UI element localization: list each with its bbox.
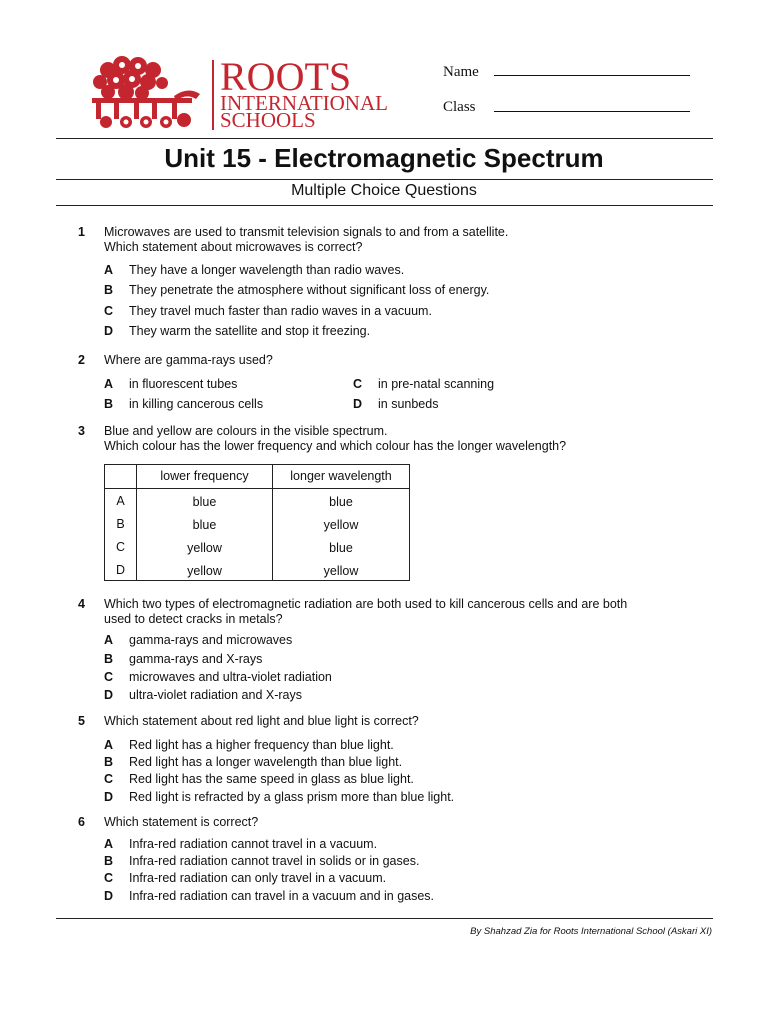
roots-logo-icon — [86, 56, 212, 132]
option-text: ultra-violet radiation and X-rays — [129, 688, 302, 702]
option-letter: B — [104, 397, 114, 411]
option-text: They penetrate the atmosphere without significant loss of energy. — [129, 283, 490, 297]
question-number: 4 — [78, 597, 85, 611]
question-text: Microwaves are used to transmit television signals to and from a satellite. Which statement about microwaves is correct? — [104, 225, 509, 254]
table-cell: yellow — [323, 564, 359, 578]
option-letter: A — [104, 837, 114, 851]
brand-subtitle-2: SCHOOLS — [220, 108, 316, 132]
option-letter: A — [104, 738, 114, 752]
option-letter: D — [104, 790, 114, 804]
table-cell: yellow — [323, 518, 359, 532]
option-text: They warm the satellite and stop it freezing. — [129, 324, 371, 338]
option-text: gamma-rays and microwaves — [129, 633, 293, 647]
class-label: Class — [443, 99, 476, 115]
option-letter: C — [104, 304, 114, 318]
option-letter: D — [104, 889, 114, 903]
option-letter: C — [104, 670, 114, 684]
table-row-letter: A — [116, 494, 125, 508]
name-field[interactable] — [494, 75, 690, 76]
option-text: gamma-rays and X-rays — [129, 652, 263, 666]
option-letter: A — [104, 633, 114, 647]
table-cell: blue — [192, 495, 217, 509]
option-text: Infra-red radiation cannot travel in solids or in gases. — [129, 854, 420, 868]
brand-divider — [212, 60, 214, 130]
option-text: Infra-red radiation can only travel in a vacuum. — [129, 871, 387, 885]
subtitle-divider — [56, 205, 713, 206]
option-text: in killing cancerous cells — [129, 397, 264, 411]
question-text: Which two types of electromagnetic radiation are both used to kill cancerous cells and are both used to detect cracks in metals? — [104, 597, 628, 626]
question-number: 5 — [78, 714, 85, 728]
option-text: in fluorescent tubes — [129, 377, 238, 391]
question-number: 6 — [78, 815, 85, 829]
option-text: Infra-red radiation can travel in a vacuum and in gases. — [129, 889, 435, 903]
table-cell: blue — [329, 495, 353, 509]
table-cell: blue — [192, 518, 217, 532]
option-letter: C — [104, 772, 114, 786]
option-letter: A — [104, 377, 114, 391]
option-text: Red light has a higher frequency than blue light. — [129, 738, 394, 752]
class-field[interactable] — [494, 111, 690, 112]
option-text: in sunbeds — [378, 397, 439, 411]
option-text: in pre-natal scanning — [378, 377, 495, 391]
header-divider — [56, 138, 713, 139]
footer-divider — [56, 918, 713, 919]
option-letter: A — [104, 263, 114, 277]
table-cell: blue — [329, 541, 353, 555]
brand-subtitle-1: INTERNATIONAL — [220, 91, 388, 115]
table-row-letter: D — [115, 563, 126, 577]
question-text: Which statement about red light and blue light is correct? — [104, 714, 419, 728]
question-number: 1 — [78, 225, 85, 239]
page-subtitle: Multiple Choice Questions — [291, 182, 477, 199]
option-text: Red light has the same speed in glass as blue light. — [129, 772, 414, 786]
option-text: microwaves and ultra-violet radiation — [129, 670, 332, 684]
name-label: Name — [443, 64, 479, 80]
brand-name: ROOTS — [220, 54, 352, 99]
table-header: lower frequency — [160, 469, 249, 483]
option-letter: D — [104, 688, 114, 702]
option-text: They have a longer wavelength than radio waves. — [129, 263, 405, 277]
option-text: Red light has a longer wavelength than blue light. — [129, 755, 403, 769]
option-letter: D — [353, 397, 363, 411]
table-header: longer wavelength — [290, 469, 392, 483]
option-text: Red light is refracted by a glass prism more than blue light. — [129, 790, 455, 804]
option-letter: D — [104, 324, 114, 338]
table-row-letter: C — [115, 540, 126, 554]
question-number: 3 — [78, 424, 85, 438]
option-letter: B — [104, 652, 114, 666]
table-row-letter: B — [116, 517, 125, 531]
footer-credit: By Shahzad Zia for Roots International School (Askari XI) — [470, 926, 712, 937]
page-title: Unit 15 - Electromagnetic Spectrum — [164, 143, 604, 173]
option-letter: C — [104, 871, 114, 885]
question-text: Blue and yellow are colours in the visible spectrum. Which colour has the lower frequency and which colour has the longer wavelength? — [104, 424, 567, 453]
option-letter: B — [104, 854, 114, 868]
table-cell: yellow — [187, 541, 222, 555]
table-cell: yellow — [187, 564, 222, 578]
option-text: They travel much faster than radio waves in a vacuum. — [129, 304, 432, 318]
option-letter: B — [104, 755, 114, 769]
question-text: Where are gamma-rays used? — [104, 353, 273, 367]
option-text: Infra-red radiation cannot travel in a vacuum. — [129, 837, 378, 851]
option-letter: B — [104, 283, 114, 297]
title-divider — [56, 179, 713, 180]
question-text: Which statement is correct? — [104, 815, 259, 829]
answer-table — [104, 464, 410, 581]
option-letter: C — [353, 377, 363, 391]
question-number: 2 — [78, 353, 85, 367]
